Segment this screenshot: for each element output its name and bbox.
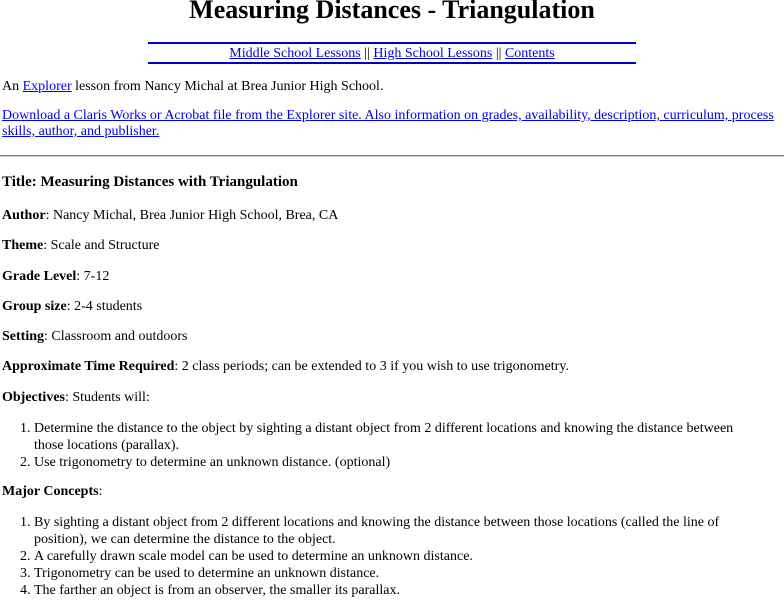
- high-school-lessons-link[interactable]: High School Lessons: [373, 46, 493, 61]
- lesson-title: Title: Measuring Distances with Triangulation: [2, 174, 298, 190]
- download-paragraph: [2, 108, 784, 140]
- group-size-value: : 2-4 students: [66, 299, 143, 314]
- explorer-link[interactable]: Explorer: [22, 79, 72, 94]
- grade-level-field: [2, 268, 109, 285]
- intro-suffix: lesson from Nancy Michal at Brea Junior High School.: [75, 79, 384, 94]
- list-item: 1. By sighting a distant object from 2 different locations and knowing the distance between those locations (called the line of position), we can determine the distance to the object.: [34, 514, 774, 548]
- objectives-list: [0, 420, 754, 471]
- page-title: Measuring Distances - Triangulation: [189, 0, 595, 24]
- time-required-field: [2, 358, 569, 375]
- time-required-label: Approximate Time Required: [2, 359, 175, 374]
- contents-link[interactable]: Contents: [504, 46, 555, 61]
- intro-prefix: An: [2, 79, 20, 94]
- list-item: 3. Trigonometry can be used to determine an unknown distance.: [34, 565, 774, 582]
- list-item: 1. Determine the distance to the object by sighting a distant object from 2 different locations and knowing the distance between those locations (parallax).: [34, 420, 754, 454]
- download-link[interactable]: Download a Claris Works or Acrobat file from the Explorer site. Also information on grades, availability, description, curriculum, process skills, author, and publisher.: [2, 108, 774, 139]
- group-size-label: Group size: [2, 299, 67, 314]
- time-required-value: : 2 class periods; can be extended to 3 if you wish to use trigonometry.: [174, 359, 569, 374]
- nav-bar: [148, 42, 636, 64]
- objectives-label: Objectives: [2, 390, 65, 405]
- objectives-value: : Students will:: [64, 390, 150, 405]
- nav-separator: ||: [364, 46, 370, 61]
- list-item: 2. A carefully drawn scale model can be used to determine an unknown distance.: [34, 548, 774, 565]
- grade-level-label: Grade Level: [2, 269, 77, 284]
- author-label: Author: [2, 208, 46, 223]
- major-concepts-field: [2, 483, 102, 500]
- major-concepts-value: :: [98, 484, 103, 499]
- grade-level-value: : 7-12: [76, 269, 110, 284]
- nav-separator: ||: [495, 46, 502, 61]
- nav-links: [148, 45, 636, 62]
- list-item: 2. Use trigonometry to determine an unknown distance. (optional): [34, 454, 754, 471]
- intro-text: [2, 78, 782, 95]
- nav-rule-top: [148, 42, 636, 44]
- horizontal-divider: [0, 155, 784, 157]
- major-concepts-label: Major Concepts: [2, 484, 99, 499]
- middle-school-lessons-link[interactable]: Middle School Lessons: [229, 46, 361, 61]
- setting-field: [2, 328, 188, 345]
- theme-value: : Scale and Structure: [43, 238, 160, 253]
- nav-rule-bottom: [148, 62, 636, 64]
- major-concepts-list: [0, 514, 774, 599]
- author-value: : Nancy Michal, Brea Junior High School, Brea, CA: [45, 208, 339, 223]
- group-size-field: [2, 298, 142, 315]
- list-item: 4. The farther an object is from an observer, the smaller its parallax.: [34, 582, 774, 599]
- theme-field: [2, 237, 159, 254]
- author-field: [2, 207, 338, 224]
- objectives-field: [2, 389, 150, 406]
- setting-label: Setting: [2, 329, 44, 344]
- theme-label: Theme: [2, 238, 44, 253]
- setting-value: : Classroom and outdoors: [44, 329, 188, 344]
